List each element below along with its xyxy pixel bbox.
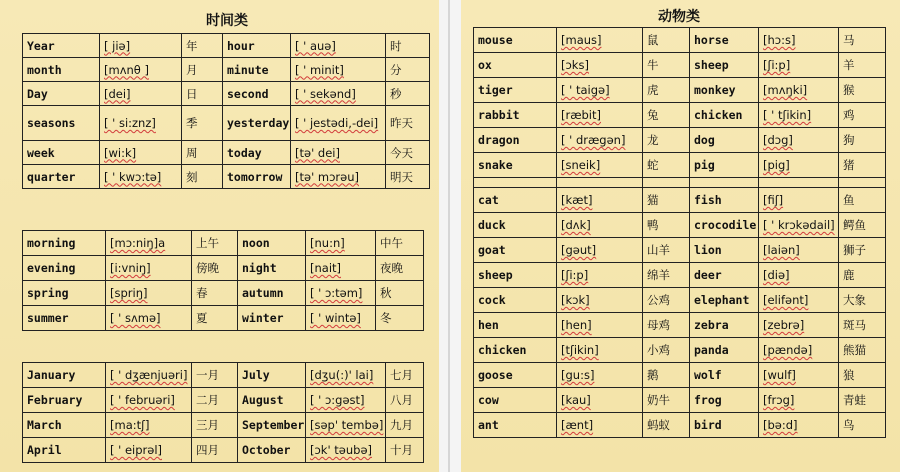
phonetic-cell (759, 338, 839, 363)
meaning-cell: 兔 (643, 103, 690, 128)
meaning-cell: 中午 (376, 231, 424, 256)
meaning-cell: 鸭 (643, 213, 690, 238)
phonetic-cell (557, 103, 643, 128)
phonetic-cell (100, 106, 182, 141)
phonetic-cell (100, 141, 182, 165)
phonetic-cell (100, 165, 182, 189)
table-row (23, 141, 430, 165)
phonetic-cell (106, 413, 192, 438)
word-cell: chicken (474, 338, 557, 363)
phonetic-cell (557, 413, 643, 438)
phonetic-text: [frɔg] (763, 393, 795, 407)
meaning-cell: 猪 (839, 153, 886, 178)
meaning-cell: 蚂蚁 (643, 413, 690, 438)
meaning-cell: 夏 (192, 306, 238, 331)
meaning-cell: 狗 (839, 128, 886, 153)
meaning-cell: 秋 (376, 281, 424, 306)
word-cell: January (23, 363, 106, 388)
table-row (474, 28, 886, 53)
word-cell: Year (23, 34, 100, 58)
meaning-cell: 大象 (839, 288, 886, 313)
phonetic-text: [sneik] (561, 158, 601, 172)
meaning-cell: 上午 (192, 231, 238, 256)
meaning-cell: 熊猫 (839, 338, 886, 363)
word-cell: noon (238, 231, 306, 256)
phonetic-cell (557, 153, 643, 178)
phonetic-cell (106, 438, 192, 463)
phonetic-cell (759, 103, 839, 128)
phonetic-cell (557, 188, 643, 213)
meaning-cell: 四月 (192, 438, 238, 463)
phonetic-text: [ jiə] (104, 38, 131, 53)
table-row (23, 438, 424, 463)
word-cell: cow (474, 388, 557, 413)
word-cell: week (23, 141, 100, 165)
phonetic-text: [ ' wintə] (310, 311, 361, 325)
phonetic-text: [ænt] (561, 418, 594, 432)
meaning-cell: 鱼 (839, 188, 886, 213)
phonetic-text: [dʒu(:)' lai] (310, 368, 374, 382)
word-cell: cock (474, 288, 557, 313)
table-row (474, 188, 886, 213)
table-row (23, 106, 430, 141)
phonetic-cell (106, 363, 192, 388)
phonetic-cell (106, 256, 192, 281)
phonetic-text: [ ' taigə] (561, 83, 610, 97)
table-row (474, 388, 886, 413)
phonetic-cell (557, 263, 643, 288)
phonetic-text: [fiʃ] (763, 193, 784, 207)
phonetic-cell (306, 438, 386, 463)
meaning-cell (839, 178, 886, 188)
phonetic-text: [pændə] (763, 343, 813, 357)
phonetic-text: [i:vniŋ] (110, 261, 151, 275)
phonetic-cell (557, 28, 643, 53)
time-of-day-seasons-table (22, 230, 424, 331)
phonetic-cell (291, 141, 386, 165)
phonetic-text: [ ' kwɔ:tə] (104, 169, 162, 184)
phonetic-text: [kau] (561, 393, 591, 407)
phonetic-text: [ʃi:p] (763, 58, 791, 72)
phonetic-cell (759, 238, 839, 263)
meaning-cell: 时 (386, 34, 430, 58)
table-row (474, 128, 886, 153)
phonetic-text: [kɔk] (561, 293, 590, 307)
meaning-cell: 年 (182, 34, 223, 58)
meaning-cell (643, 178, 690, 188)
word-cell: July (238, 363, 306, 388)
word-cell: second (223, 82, 291, 106)
word-cell: hour (223, 34, 291, 58)
phonetic-cell (759, 78, 839, 103)
phonetic-text: [dʌk] (561, 218, 591, 232)
meaning-cell: 龙 (643, 128, 690, 153)
phonetic-text: [ ' februəri] (110, 393, 175, 407)
word-cell: panda (690, 338, 759, 363)
page-gutter (439, 0, 461, 472)
word-cell: tomorrow (223, 165, 291, 189)
left-page (0, 0, 439, 472)
meaning-cell: 明天 (386, 165, 430, 189)
phonetic-text: [nait] (310, 261, 342, 275)
phonetic-cell (759, 263, 839, 288)
phonetic-cell (100, 34, 182, 58)
word-cell: month (23, 58, 100, 82)
phonetic-text: [gu:s] (561, 368, 595, 382)
word-cell: March (23, 413, 106, 438)
phonetic-cell (759, 178, 839, 188)
word-cell: hen (474, 313, 557, 338)
word-cell: bird (690, 413, 759, 438)
table-row (474, 288, 886, 313)
word-cell: rabbit (474, 103, 557, 128)
phonetic-text: [ ' eiprəl] (110, 443, 163, 457)
phonetic-text: [laiən] (763, 243, 800, 257)
word-cell: fish (690, 188, 759, 213)
word-cell: Day (23, 82, 100, 106)
phonetic-text: [ ' minit] (295, 62, 344, 77)
meaning-cell: 今天 (386, 141, 430, 165)
phonetic-text: [ræbit] (561, 108, 601, 122)
phonetic-cell (291, 58, 386, 82)
phonetic-cell (291, 34, 386, 58)
months-table (22, 362, 424, 463)
word-cell: ant (474, 413, 557, 438)
meaning-cell: 刻 (182, 165, 223, 189)
meaning-cell: 青蛙 (839, 388, 886, 413)
meaning-cell: 狮子 (839, 238, 886, 263)
word-cell: horse (690, 28, 759, 53)
table-row (474, 338, 886, 363)
meaning-cell: 羊 (839, 53, 886, 78)
phonetic-text: [bə:d] (763, 418, 798, 432)
meaning-cell: 昨天 (386, 106, 430, 141)
phonetic-cell (557, 388, 643, 413)
phonetic-text: [zebrə] (763, 318, 805, 332)
meaning-cell: 绵羊 (643, 263, 690, 288)
table-row (474, 363, 886, 388)
phonetic-cell (100, 82, 182, 106)
meaning-cell: 山羊 (643, 238, 690, 263)
phonetic-cell (557, 363, 643, 388)
word-cell: wolf (690, 363, 759, 388)
word-cell: today (223, 141, 291, 165)
phonetic-text: [ ' ɔ:gəst] (310, 393, 365, 407)
meaning-cell: 春 (192, 281, 238, 306)
phonetic-cell (759, 388, 839, 413)
meaning-cell: 七月 (386, 363, 424, 388)
phonetic-text: [diə] (763, 268, 790, 282)
time-units-table (22, 33, 430, 189)
phonetic-text: [nu:n] (310, 236, 345, 250)
phonetic-cell (100, 58, 182, 82)
phonetic-cell (557, 313, 643, 338)
meaning-cell: 猫 (643, 188, 690, 213)
word-cell: summer (23, 306, 106, 331)
phonetic-text: [ ' sʌmə] (110, 311, 161, 325)
word-cell: snake (474, 153, 557, 178)
table-row (23, 281, 424, 306)
phonetic-cell (557, 128, 643, 153)
word-cell: dragon (474, 128, 557, 153)
spacer-row (474, 178, 886, 188)
meaning-cell: 鸟 (839, 413, 886, 438)
table-row (23, 231, 424, 256)
phonetic-text: [ ' dʒænjuəri] (110, 368, 188, 382)
meaning-cell: 鹅 (643, 363, 690, 388)
phonetic-text: [ ' ɔ:təm] (310, 286, 363, 300)
phonetic-cell (759, 28, 839, 53)
meaning-cell: 蛇 (643, 153, 690, 178)
phonetic-text: [ ' jestədi,-dei] (295, 116, 379, 130)
word-cell: September (238, 413, 306, 438)
word-cell: monkey (690, 78, 759, 103)
meaning-cell: 季 (182, 106, 223, 141)
table-row (23, 363, 424, 388)
word-cell: zebra (690, 313, 759, 338)
phonetic-cell (306, 306, 376, 331)
table-row (23, 306, 424, 331)
meaning-cell: 猴 (839, 78, 886, 103)
phonetic-text: [tə' dei] (295, 145, 340, 160)
phonetic-text: [dɔg] (763, 133, 793, 147)
phonetic-text: [pig] (763, 158, 790, 172)
phonetic-cell (557, 178, 643, 188)
word-cell: duck (474, 213, 557, 238)
meaning-cell: 母鸡 (643, 313, 690, 338)
phonetic-text: [tʃikin] (561, 343, 599, 357)
phonetic-text: [ ' tʃikin] (763, 108, 812, 122)
word-cell: goat (474, 238, 557, 263)
table-row (474, 238, 886, 263)
meaning-cell: 鹿 (839, 263, 886, 288)
word-cell: morning (23, 231, 106, 256)
word-cell: pig (690, 153, 759, 178)
phonetic-cell (306, 231, 376, 256)
word-cell: minute (223, 58, 291, 82)
meaning-cell: 公鸡 (643, 288, 690, 313)
word-cell: seasons (23, 106, 100, 141)
table-row (474, 153, 886, 178)
phonetic-cell (306, 281, 376, 306)
meaning-cell: 傍晚 (192, 256, 238, 281)
table-row (23, 165, 430, 189)
meaning-cell: 八月 (386, 388, 424, 413)
meaning-cell: 马 (839, 28, 886, 53)
meaning-cell: 秒 (386, 82, 430, 106)
phonetic-cell (306, 363, 386, 388)
phonetic-cell (291, 82, 386, 106)
phonetic-text: [ʃi:p] (561, 268, 589, 282)
table-row (23, 34, 430, 58)
word-cell: April (23, 438, 106, 463)
word-cell: mouse (474, 28, 557, 53)
phonetic-cell (106, 306, 192, 331)
phonetic-cell (106, 231, 192, 256)
word-cell: August (238, 388, 306, 413)
table-row (23, 413, 424, 438)
meaning-cell: 日 (182, 82, 223, 106)
word-cell: evening (23, 256, 106, 281)
word-cell (474, 178, 557, 188)
meaning-cell: 分 (386, 58, 430, 82)
meaning-cell: 奶牛 (643, 388, 690, 413)
phonetic-text: [ ' auə] (295, 38, 336, 53)
meaning-cell: 小鸡 (643, 338, 690, 363)
table-row (23, 388, 424, 413)
phonetic-text: [ ' drægən] (561, 133, 626, 147)
meaning-cell: 斑马 (839, 313, 886, 338)
phonetic-cell (759, 313, 839, 338)
word-cell: ox (474, 53, 557, 78)
word-cell: elephant (690, 288, 759, 313)
word-cell: night (238, 256, 306, 281)
phonetic-cell (557, 53, 643, 78)
phonetic-text: [ma:tʃ] (110, 418, 150, 432)
phonetic-cell (759, 413, 839, 438)
phonetic-text: [wulf] (763, 368, 796, 382)
meaning-cell: 冬 (376, 306, 424, 331)
word-cell: cat (474, 188, 557, 213)
animal-section-title: 动物类 (658, 9, 700, 25)
word-cell: February (23, 388, 106, 413)
meaning-cell: 夜晚 (376, 256, 424, 281)
phonetic-cell (106, 281, 192, 306)
table-row (474, 78, 886, 103)
phonetic-text: [tə' mɔrəu] (295, 169, 359, 184)
table-row (474, 53, 886, 78)
word-cell: tiger (474, 78, 557, 103)
phonetic-cell (291, 106, 386, 141)
phonetic-cell (306, 413, 386, 438)
word-cell: quarter (23, 165, 100, 189)
meaning-cell: 十月 (386, 438, 424, 463)
meaning-cell: 鼠 (643, 28, 690, 53)
phonetic-cell (557, 288, 643, 313)
phonetic-text: [ɔk' təubə] (310, 443, 373, 457)
word-cell: yesterday (223, 106, 291, 141)
animals-table (473, 27, 886, 438)
word-cell: spring (23, 281, 106, 306)
phonetic-text: [hɔ:s] (763, 33, 796, 47)
phonetic-cell (557, 238, 643, 263)
table-row (474, 263, 886, 288)
table-row (474, 103, 886, 128)
word-cell (690, 178, 759, 188)
word-cell: deer (690, 263, 759, 288)
table-row (23, 82, 430, 106)
phonetic-cell (106, 388, 192, 413)
phonetic-cell (759, 213, 839, 238)
meaning-cell: 周 (182, 141, 223, 165)
word-cell: crocodile (690, 213, 759, 238)
meaning-cell: 虎 (643, 78, 690, 103)
phonetic-text: [səp' tembə] (310, 418, 384, 432)
phonetic-text: [mɔ:niŋ]a (110, 236, 166, 250)
table-row (474, 413, 886, 438)
word-cell: chicken (690, 103, 759, 128)
meaning-cell: 鸡 (839, 103, 886, 128)
phonetic-cell (557, 338, 643, 363)
word-cell: frog (690, 388, 759, 413)
phonetic-text: [ ' krɔkədail] (763, 218, 835, 232)
phonetic-cell (291, 165, 386, 189)
phonetic-text: [ ' si:znz] (104, 116, 156, 130)
phonetic-text: [kæt] (561, 193, 593, 207)
word-cell: goose (474, 363, 557, 388)
phonetic-cell (759, 153, 839, 178)
meaning-cell: 鳄鱼 (839, 213, 886, 238)
time-section-title: 时间类 (206, 13, 248, 29)
word-cell: lion (690, 238, 759, 263)
meaning-cell: 一月 (192, 363, 238, 388)
phonetic-text: [spriŋ] (110, 286, 148, 300)
phonetic-cell (306, 256, 376, 281)
phonetic-cell (759, 363, 839, 388)
meaning-cell: 九月 (386, 413, 424, 438)
meaning-cell: 月 (182, 58, 223, 82)
phonetic-text: [mʌŋki] (763, 83, 808, 97)
phonetic-cell (557, 78, 643, 103)
phonetic-text: [mʌnθ ] (104, 62, 149, 77)
word-cell: October (238, 438, 306, 463)
phonetic-text: [ɔks] (561, 58, 589, 72)
phonetic-cell (759, 188, 839, 213)
word-cell: autumn (238, 281, 306, 306)
phonetic-cell (306, 388, 386, 413)
phonetic-text: [hen] (561, 318, 592, 332)
meaning-cell: 三月 (192, 413, 238, 438)
phonetic-cell (759, 53, 839, 78)
table-row (474, 213, 886, 238)
right-page (461, 0, 900, 472)
word-cell: winter (238, 306, 306, 331)
word-cell: dog (690, 128, 759, 153)
table-row (23, 256, 424, 281)
phonetic-text: [gəut] (561, 243, 597, 257)
meaning-cell: 狼 (839, 363, 886, 388)
phonetic-cell (759, 128, 839, 153)
phonetic-cell (759, 288, 839, 313)
phonetic-text: [dei] (104, 86, 131, 101)
word-cell: sheep (474, 263, 557, 288)
word-cell: sheep (690, 53, 759, 78)
meaning-cell: 牛 (643, 53, 690, 78)
meaning-cell: 二月 (192, 388, 238, 413)
phonetic-text: [ ' sekənd] (295, 86, 356, 101)
table-row (474, 313, 886, 338)
phonetic-text: [elifənt] (763, 293, 809, 307)
table-row (23, 58, 430, 82)
phonetic-text: [wi:k] (104, 145, 137, 160)
phonetic-cell (557, 213, 643, 238)
phonetic-text: [maus] (561, 33, 602, 47)
